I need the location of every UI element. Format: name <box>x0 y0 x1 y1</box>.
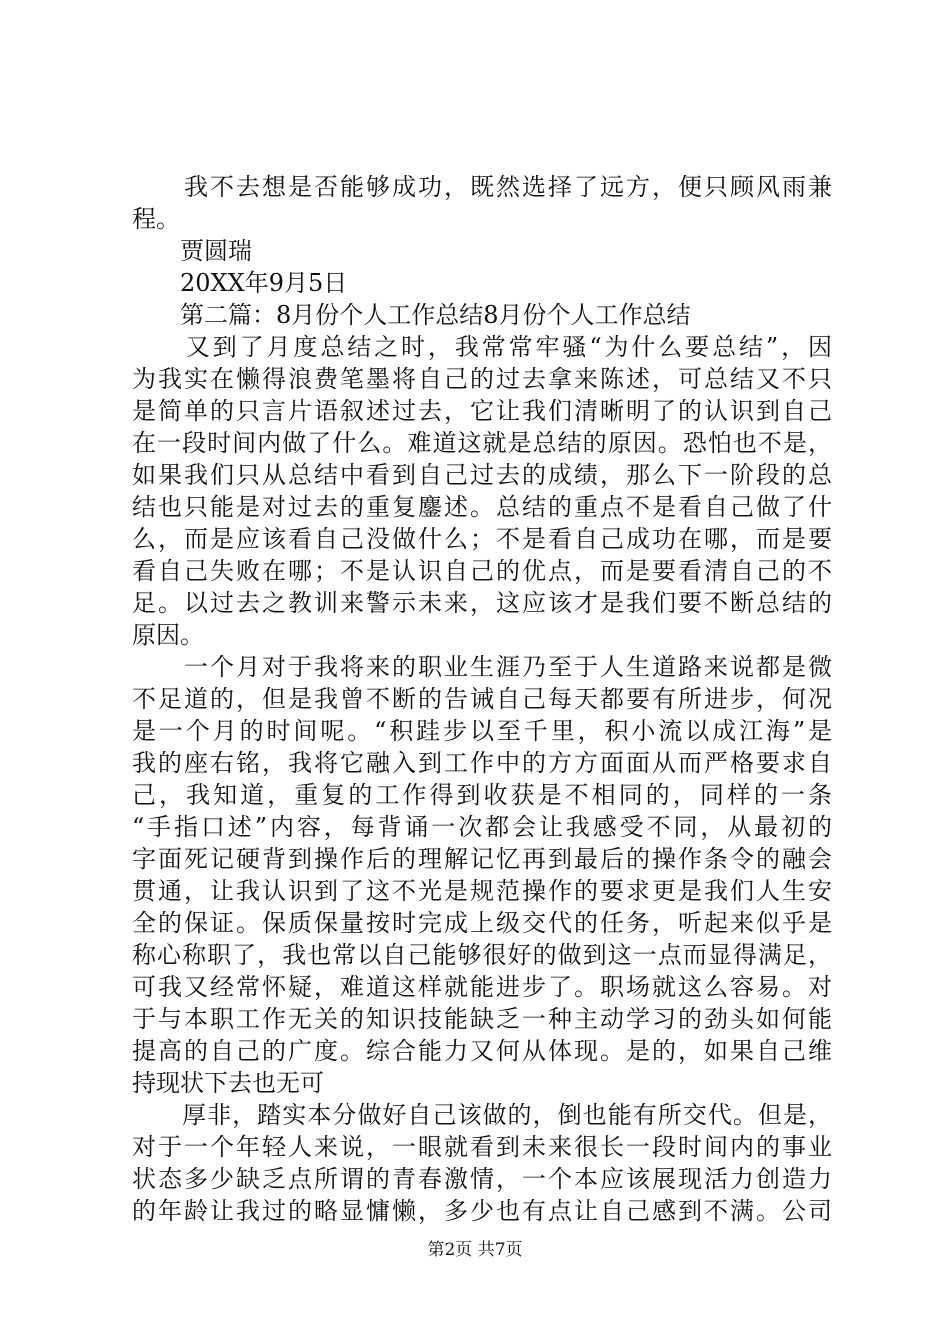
text-line: 的年龄让我过的略显慵懒，多少也有点让自己感到不满。公司 <box>132 1197 832 1225</box>
page-number-footer: 第2页 共7页 <box>427 1240 523 1260</box>
text-line: 不足道的，但是我曾不断的告诫自己每天都要有所进步，何况 <box>132 685 832 713</box>
text-line: “手指口述”内容，每背诵一次都会让我感受不同，从最初的 <box>132 813 832 841</box>
text-line: 我的座右铭，我将它融入到工作中的方方面面从而严格要求自 <box>132 749 832 777</box>
text-line: 是一个月的时间呢。“积跬步以至千里，积小流以成江海”是 <box>132 717 832 745</box>
text-line: 我不去想是否能够成功，既然选择了远方，便只顾风雨兼 <box>132 173 832 201</box>
signature-name: 贾圆瑞 <box>132 237 252 265</box>
text-line: 贯通，让我认识到了这不光是规范操作的要求更是我们人生安 <box>132 877 832 905</box>
text-line: 状态多少缺乏点所谓的青春激情，一个本应该展现活力创造力 <box>132 1165 832 1193</box>
section-heading: 第二篇：8月份个人工作总结8月份个人工作总结 <box>132 301 691 329</box>
text-line: 是简单的只言片语叙述过去，它让我们清晰明了的认识到自己 <box>132 397 832 425</box>
text-line: 持现状下去也无可 <box>132 1069 324 1097</box>
text-line: 结也只能是对过去的重复鏖述。总结的重点不是看自己做了什 <box>132 493 832 521</box>
text-line: 么，而是应该看自己没做什么；不是看自己成功在哪，而是要 <box>132 525 832 553</box>
text-line: 足。以过去之教训来警示未来，这应该才是我们要不断总结的 <box>132 589 832 617</box>
text-line: 称心称职了，我也常以自己能够很好的做到这一点而显得满足， <box>132 941 832 969</box>
text-line: 在一段时间内做了什么。难道这就是总结的原因。恐怕也不是， <box>132 429 832 457</box>
text-line: 提高的自己的广度。综合能力又何从体现。是的，如果自己维 <box>132 1037 832 1065</box>
text-line: 对于一个年轻人来说，一眼就看到未来很长一段时间内的事业 <box>132 1133 832 1161</box>
text-line: 程。 <box>132 205 180 233</box>
text-line: 厚非，踏实本分做好自己该做的，倒也能有所交代。但是， <box>132 1101 832 1129</box>
text-line: 一个月对于我将来的职业生涯乃至于人生道路来说都是微 <box>132 653 832 681</box>
text-line: 如果我们只从总结中看到自己过去的成绩，那么下一阶段的总 <box>132 461 832 489</box>
text-line: 又到了月度总结之时，我常常牢骚“为什么要总结”，因 <box>132 333 832 361</box>
text-line: 全的保证。保质保量按时完成上级交代的任务，听起来似乎是 <box>132 909 832 937</box>
text-line: 己，我知道，重复的工作得到收获是不相同的，同样的一条 <box>132 781 832 809</box>
text-line: 可我又经常怀疑，难道这样就能进步了。职场就这么容易。对 <box>132 973 832 1001</box>
text-line: 于与本职工作无关的知识技能缺乏一种主动学习的劲头如何能 <box>132 1005 832 1033</box>
text-line: 原因。 <box>132 621 204 649</box>
text-line: 字面死记硬背到操作后的理解记忆再到最后的操作条令的融会 <box>132 845 832 873</box>
text-line: 为我实在懒得浪费笔墨将自己的过去拿来陈述，可总结又不只 <box>132 365 832 393</box>
signature-date: 20XX年9月5日 <box>132 269 348 297</box>
text-line: 看自己失败在哪；不是认识自己的优点，而是要看清自己的不 <box>132 557 832 585</box>
